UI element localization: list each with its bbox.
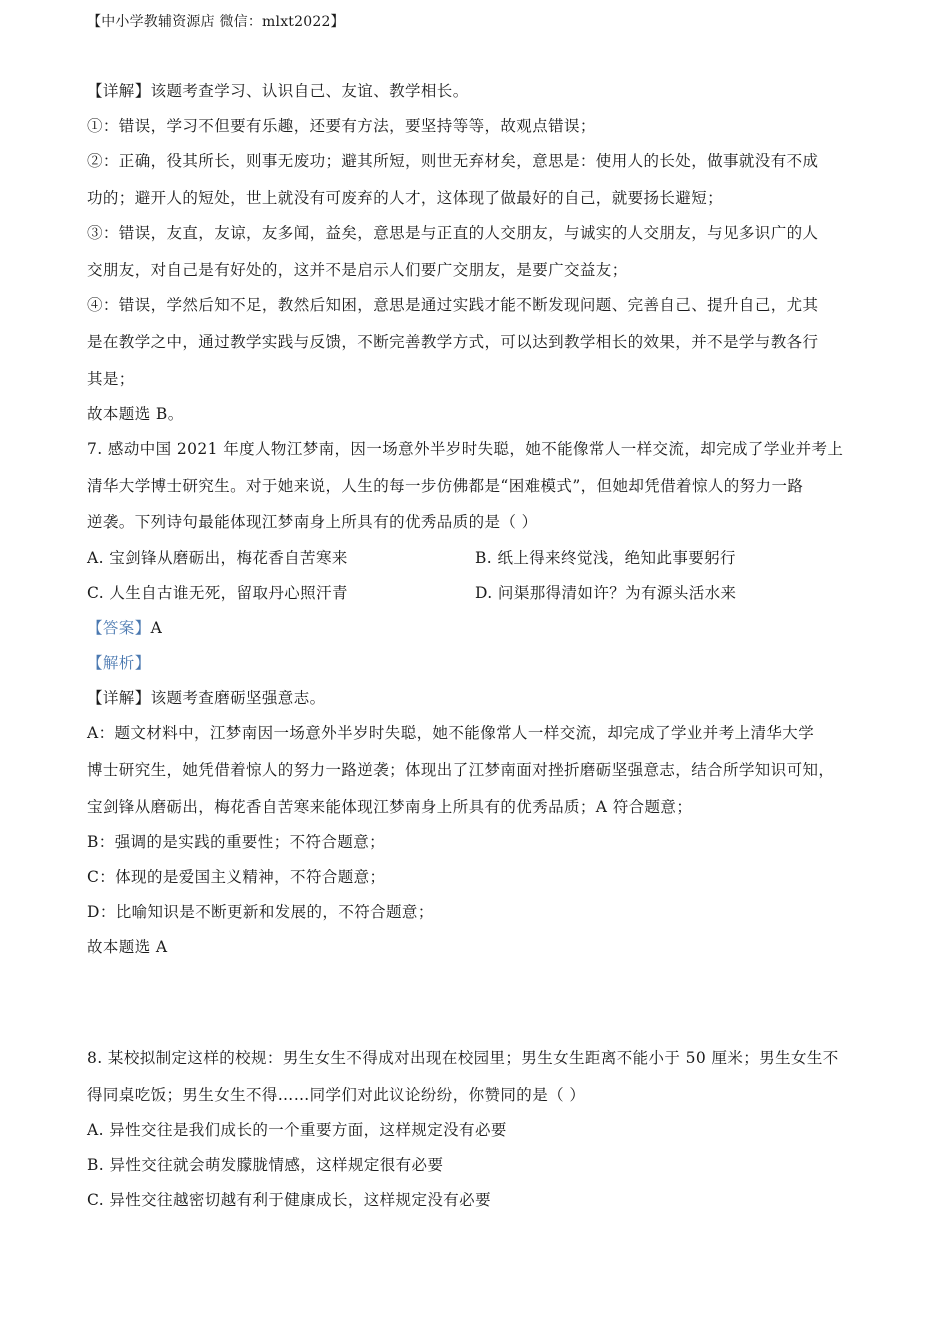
q7-explain-d: D：比喻知识是不断更新和发展的，不符合题意；	[87, 903, 434, 921]
q7-option-c: C. 人生自古谁无死，留取丹心照汗青	[87, 584, 348, 602]
q7-option-b: B. 纸上得来终觉浅，绝知此事要躬行	[475, 549, 736, 567]
q6-point-2-line-2: 功的；避开人的短处，世上就没有可废弃的人才，这体现了做最好的自己，就要扬长避短；	[87, 189, 724, 207]
q6-point-2-line-1: ②：正确，役其所长，则事无废功；避其所短，则世无弃材矣，意思是：使用人的长处，做事就没有不成	[87, 152, 819, 170]
q7-answer-label: 【答案】	[87, 619, 151, 637]
q6-point-1: ①：错误，学习不但要有乐趣，还要有方法，要坚持等等，故观点错误；	[87, 117, 596, 135]
q7-option-d: D. 问渠那得清如许？为有源头活水来	[475, 584, 737, 602]
q7-explain-a-line-2: 博士研究生，她凭借着惊人的努力一路逆袭；体现出了江梦南面对挫折磨砺坚强意志，结合所学知识可知，	[87, 761, 835, 779]
q6-point-4-line-3: 其是；	[87, 370, 135, 388]
q8-stem-line-1: 8. 某校拟制定这样的校规：男生女生不得成对出现在校园里；男生女生距离不能小于 50 厘米；男生女生不	[87, 1049, 839, 1067]
q8-option-a: A. 异性交往是我们成长的一个重要方面，这样规定没有必要	[87, 1121, 507, 1139]
q7-conclusion: 故本题选 A	[87, 938, 168, 956]
q8-option-b: B. 异性交往就会萌发朦胧情感，这样规定很有必要	[87, 1156, 444, 1174]
q8-option-c: C. 异性交往越密切越有利于健康成长，这样规定没有必要	[87, 1191, 491, 1209]
q6-conclusion: 故本题选 B。	[87, 405, 184, 423]
q6-point-4-line-1: ④：错误，学然后知不足，教然后知困，意思是通过实践才能不断发现问题、完善自己、提升自己，尤其	[87, 296, 819, 314]
page-header: 【中小学教辅资源店 微信：mlxt2022】	[87, 14, 345, 30]
q8-stem-line-2: 得同桌吃饭；男生女生不得……同学们对此议论纷纷，你赞同的是（ ）	[87, 1086, 586, 1104]
q6-point-4-line-2: 是在教学之中，通过教学实践与反馈，不断完善教学方式，可以达到教学相长的效果，并不是学与教各行	[87, 333, 819, 351]
q6-detail-title: 【详解】该题考查学习、认识自己、友谊、教学相长。	[87, 82, 469, 100]
q7-option-a: A. 宝剑锋从磨砺出，梅花香自苦寒来	[87, 549, 348, 567]
q7-stem-line-2: 清华大学博士研究生。对于她来说，人生的每一步仿佛都是“困难模式”，但她却凭借着惊人的努力一路	[87, 477, 804, 495]
q7-explain-b: B：强调的是实践的重要性；不符合题意；	[87, 833, 385, 851]
q7-answer	[87, 617, 162, 639]
q7-explain-c: C：体现的是爱国主义精神，不符合题意；	[87, 868, 386, 886]
q7-stem-line-1: 7. 感动中国 2021 年度人物江梦南，因一场意外半岁时失聪，她不能像常人一样交流，却完成了学业并考上	[87, 440, 844, 458]
q6-point-3-line-1: ③：错误，友直，友谅，友多闻，益矣，意思是与正直的人交朋友，与诚实的人交朋友，与见多识广的人	[87, 224, 819, 242]
q7-explain-a-line-1: A：题文材料中，江梦南因一场意外半岁时失聪，她不能像常人一样交流，却完成了学业并考上清华大学	[87, 724, 815, 742]
q7-stem-line-3: 逆袭。下列诗句最能体现江梦南身上所具有的优秀品质的是（ ）	[87, 513, 538, 531]
q7-answer-value: A	[150, 619, 163, 637]
q6-point-3-line-2: 交朋友，对自己是有好处的，这并不是启示人们要广交朋友，是要广交益友；	[87, 261, 628, 279]
q7-explain-a-line-3: 宝剑锋从磨砺出，梅花香自苦寒来能体现江梦南身上所具有的优秀品质；A 符合题意；	[87, 798, 693, 816]
q7-detail-title: 【详解】该题考查磨砺坚强意志。	[87, 689, 326, 707]
q7-analysis-label: 【解析】	[87, 654, 151, 672]
